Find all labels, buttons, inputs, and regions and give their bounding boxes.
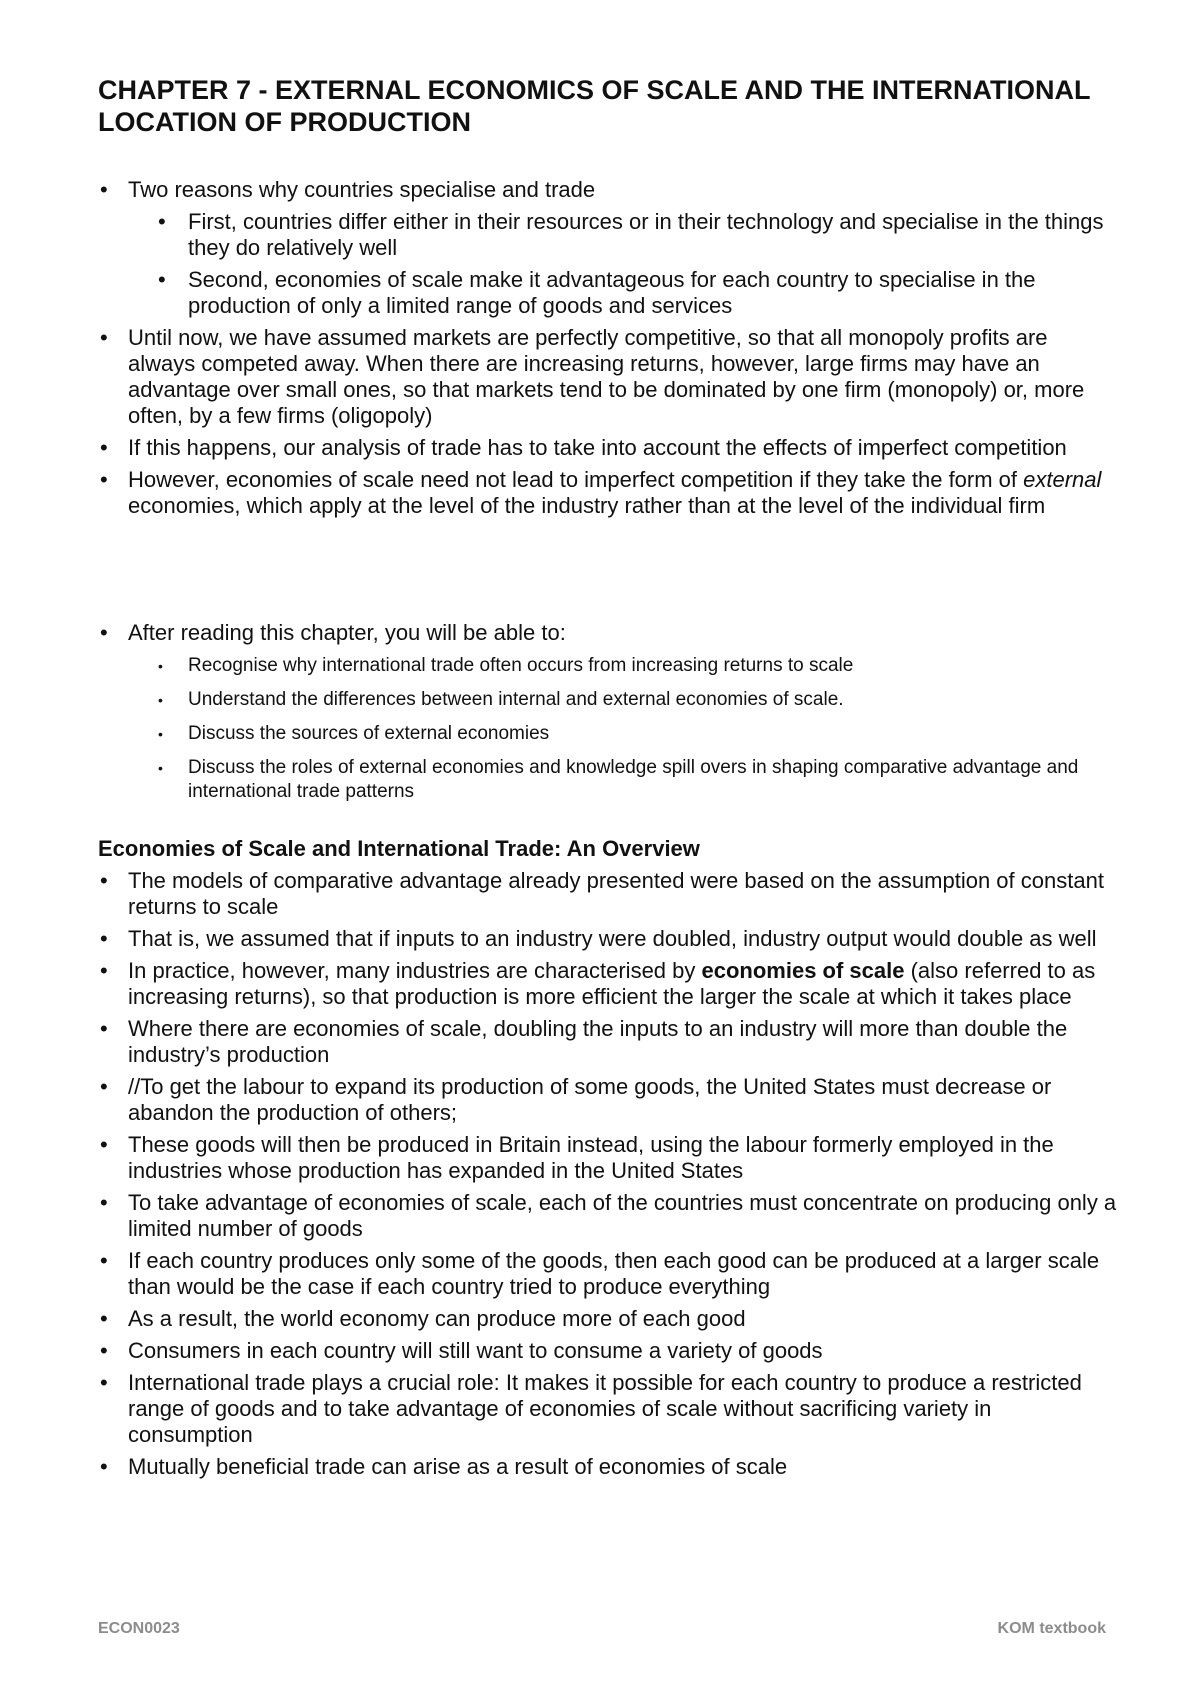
overview-list (98, 868, 1118, 1486)
list-item: • The models of comparative advantage already presented were based on the assumption of constant returns to scale (98, 868, 1118, 920)
list-item: • Second, economies of scale make it advantageous for each country to specialise in the production of only a limited range of goods and services (98, 267, 1118, 319)
section-heading: Economies of Scale and International Trade: An Overview (98, 836, 700, 861)
list-item: • First, countries differ either in their resources or in their technology and specialise in the things they do relatively well (98, 209, 1118, 261)
list-item (98, 958, 1118, 1010)
list-item: • Two reasons why countries specialise and trade (98, 177, 1118, 203)
objective-item: • Discuss the roles of external economies and knowledge spill overs in shaping comparative advantage and international trade patterns (98, 756, 1118, 804)
list-item: • If this happens, our analysis of trade has to take into account the effects of imperfect competition (98, 435, 1118, 461)
list-item: • Where there are economies of scale, doubling the inputs to an industry will more than double the industry’s production (98, 1016, 1118, 1068)
emphasis-external: external (1023, 467, 1102, 492)
objective-item: • Understand the differences between internal and external economies of scale. (98, 688, 1118, 712)
list-item (98, 467, 1118, 519)
text-run: However, economies of scale need not lead to imperfect competition if they take the form of (128, 467, 1024, 492)
list-item: • Consumers in each country will still want to consume a variety of goods (98, 1338, 1118, 1364)
intro-list (98, 177, 1118, 525)
list-item: • //To get the labour to expand its production of some goods, the United States must decrease or abandon the production of others; (98, 1074, 1118, 1126)
text-run: (also referred to as increasing returns), so that production is more efficient the larger the scale at which it takes place (128, 958, 1096, 1009)
list-item: • If each country produces only some of the goods, then each good can be produced at a larger scale than would be the case if each country tried to produce everything (98, 1248, 1118, 1300)
list-item: • That is, we assumed that if inputs to an industry were doubled, industry output would double as well (98, 926, 1118, 952)
list-item: • After reading this chapter, you will be able to: (98, 620, 1118, 646)
objectives-list (98, 620, 1118, 814)
list-item: • These goods will then be produced in Britain instead, using the labour formerly employed in the industries whose production has expanded in the United States (98, 1132, 1118, 1184)
chapter-title: CHAPTER 7 - EXTERNAL ECONOMICS OF SCALE AND THE INTERNATIONAL LOCATION OF PRODUCTION (98, 75, 1091, 137)
objective-item: • Recognise why international trade often occurs from increasing returns to scale (98, 654, 1118, 678)
list-item: • As a result, the world economy can produce more of each good (98, 1306, 1118, 1332)
list-item: • Until now, we have assumed markets are perfectly competitive, so that all monopoly profits are always competed away. When there are increasing returns, however, large firms may have an advantage over small ones, so that markets tend to be dominated by one firm (monopoly) or, more often, by a few firms (oligopoly) (98, 325, 1118, 429)
list-item: • To take advantage of economies of scale, each of the countries must concentrate on producing only a limited number of goods (98, 1190, 1118, 1242)
objective-item: • Discuss the sources of external economies (98, 722, 1118, 746)
text-run: economies, which apply at the level of the industry rather than at the level of the individual firm (128, 493, 1046, 518)
text-run: In practice, however, many industries are characterised by (128, 958, 702, 983)
list-item: • Mutually beneficial trade can arise as a result of economies of scale (98, 1454, 1118, 1480)
footer-source: KOM textbook (997, 1620, 1106, 1637)
bold-term: economies of scale (701, 958, 905, 983)
list-item: • International trade plays a crucial role: It makes it possible for each country to produce a restricted range of goods and to take advantage of economies of scale without sacrificing variety in consumption (98, 1370, 1118, 1448)
footer-course-code: ECON0023 (98, 1620, 180, 1637)
